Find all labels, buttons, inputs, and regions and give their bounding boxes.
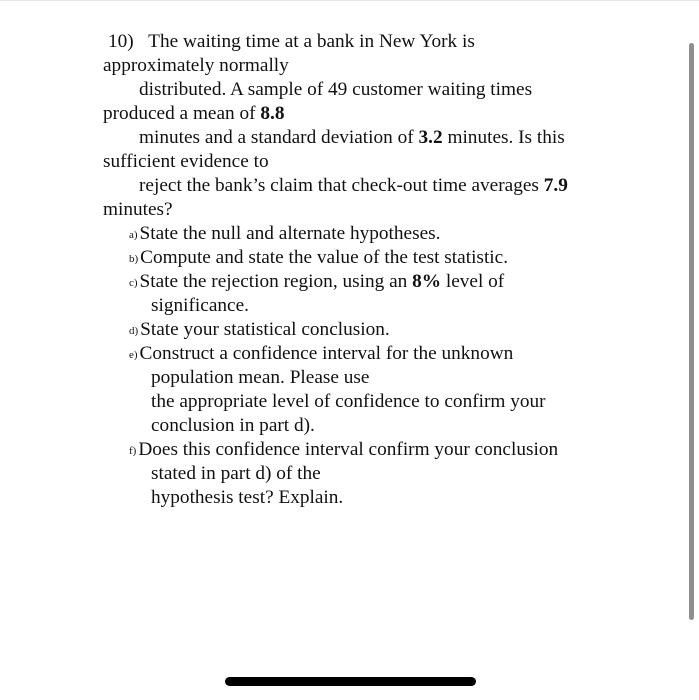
question-line-5: minutes and a standard deviation of 3.2 minutes. Is this xyxy=(139,127,565,148)
question-line-3: distributed. A sample of 49 customer waiting times xyxy=(139,79,533,100)
part-d: d) State your statistical conclusion. xyxy=(129,319,390,340)
part-d-marker: d) xyxy=(129,325,139,337)
part-e: e) Construct a confidence interval for the unknown xyxy=(129,343,514,364)
home-indicator[interactable] xyxy=(225,677,476,686)
part-a-marker: a) xyxy=(129,229,138,241)
part-b: b) Compute and state the value of the test statistic. xyxy=(129,247,509,268)
top-divider xyxy=(0,0,699,1)
sample-mean-value: 8.8 xyxy=(260,103,285,124)
part-c-continued: significance. xyxy=(151,295,249,316)
part-c: c) State the rejection region, using an 8% level of xyxy=(129,271,505,292)
part-f-marker: f) xyxy=(129,445,137,457)
question-line-8: minutes? xyxy=(103,199,173,220)
part-c-marker: c) xyxy=(129,277,138,289)
part-f-continued-1: stated in part d) of the xyxy=(151,463,321,484)
question-line-6: sufficient evidence to xyxy=(103,151,269,172)
part-e-marker: e) xyxy=(129,349,138,361)
question-line-2: approximately normally xyxy=(103,55,289,76)
significance-level: 8% xyxy=(412,271,442,292)
part-e-continued-3: conclusion in part d). xyxy=(151,415,315,436)
part-f: f) Does this confidence interval confirm your conclusion xyxy=(129,439,559,460)
part-e-continued-2: the appropriate level of confidence to confirm your xyxy=(151,391,546,412)
part-a: a) State the null and alternate hypotheses. xyxy=(129,223,441,244)
claimed-mean-value: 7.9 xyxy=(543,175,568,196)
part-b-marker: b) xyxy=(129,253,139,265)
question-text: The waiting time at a bank in New York is xyxy=(148,31,475,52)
question-line-7: reject the bank’s claim that check-out time averages 7.9 xyxy=(139,175,568,196)
question-number: 10) xyxy=(108,31,134,52)
part-f-continued-2: hypothesis test? Explain. xyxy=(151,487,344,508)
question-line-4: produced a mean of 8.8 xyxy=(103,103,285,124)
question-line-1 xyxy=(108,30,475,54)
vertical-scrollbar[interactable] xyxy=(689,43,694,620)
standard-deviation-value: 3.2 xyxy=(418,127,443,148)
part-e-continued-1: population mean. Please use xyxy=(151,367,370,388)
